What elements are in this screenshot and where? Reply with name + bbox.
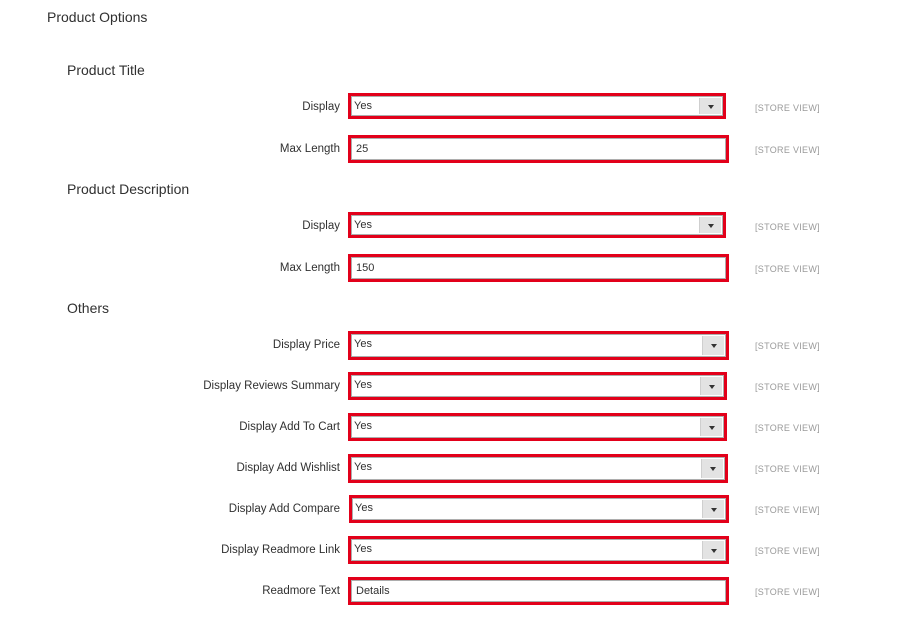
scope-label: [STORE VIEW]	[755, 423, 820, 433]
select-border	[352, 498, 726, 520]
dropdown-arrow[interactable]	[699, 98, 721, 114]
dropdown-arrow[interactable]	[701, 459, 723, 478]
dropdown-arrow[interactable]	[702, 336, 724, 355]
display-price-row	[0, 331, 902, 363]
field-label: Max Length	[279, 262, 340, 274]
select-border	[351, 215, 723, 235]
display-add-compare-select[interactable]	[349, 495, 729, 523]
scope-label: [STORE VIEW]	[755, 382, 820, 392]
product-description-display-select[interactable]	[348, 212, 726, 238]
dropdown-arrow[interactable]	[702, 541, 724, 559]
select-value: Yes	[354, 420, 372, 432]
chevron-down-icon	[709, 385, 715, 389]
product-title-display-select[interactable]	[348, 93, 726, 119]
scope-label: [STORE VIEW]	[755, 587, 820, 597]
display-price-select[interactable]	[348, 331, 729, 360]
dropdown-arrow[interactable]	[699, 217, 721, 233]
product-description-display-row	[0, 212, 902, 244]
scope-label: [STORE VIEW]	[755, 222, 820, 232]
readmore-text-field	[348, 577, 729, 605]
product-title-max-length-field	[348, 135, 729, 163]
field-label: Max Length	[279, 143, 340, 155]
readmore-text-input[interactable]	[351, 580, 726, 602]
dropdown-arrow[interactable]	[700, 418, 722, 436]
chevron-down-icon	[708, 224, 714, 228]
group-title-others: Others	[67, 300, 110, 316]
group-title-product-title: Product Title	[67, 62, 145, 78]
select-border	[351, 375, 724, 397]
product-description-max-length-row	[0, 254, 902, 286]
page-title: Product Options	[47, 9, 148, 25]
product-title-max-length-input[interactable]	[351, 138, 726, 160]
select-border	[351, 457, 725, 480]
select-value: Yes	[354, 543, 372, 555]
display-add-compare-row	[0, 495, 902, 527]
select-border	[351, 96, 723, 116]
display-readmore-link-select[interactable]	[348, 536, 729, 564]
chevron-down-icon	[708, 105, 714, 109]
select-value: Yes	[354, 338, 372, 350]
product-description-max-length-input[interactable]	[351, 257, 726, 279]
chevron-down-icon	[709, 426, 715, 430]
display-reviews-summary-row	[0, 372, 902, 404]
display-add-to-cart-select[interactable]	[348, 413, 727, 441]
scope-label: [STORE VIEW]	[755, 546, 820, 556]
field-label: Display Add To Cart	[239, 421, 340, 433]
chevron-down-icon	[711, 549, 717, 553]
field-label: Display Add Wishlist	[236, 462, 340, 474]
select-border	[351, 416, 724, 438]
scope-label: [STORE VIEW]	[755, 464, 820, 474]
field-label: Display	[302, 220, 340, 232]
chevron-down-icon	[711, 508, 717, 512]
display-readmore-link-row	[0, 536, 902, 568]
field-label: Display	[302, 101, 340, 113]
field-label: Display Reviews Summary	[203, 380, 340, 392]
select-value: Yes	[354, 461, 372, 473]
product-title-max-length-row	[0, 135, 902, 167]
select-value: Yes	[355, 502, 373, 514]
group-title-product-description: Product Description	[67, 181, 190, 197]
chevron-down-icon	[711, 344, 717, 348]
field-label: Display Add Compare	[228, 503, 340, 515]
field-label: Readmore Text	[262, 585, 340, 597]
select-value: Yes	[354, 379, 372, 391]
scope-label: [STORE VIEW]	[755, 264, 820, 274]
scope-label: [STORE VIEW]	[755, 341, 820, 351]
field-label: Display Price	[272, 339, 340, 351]
display-reviews-summary-select[interactable]	[348, 372, 727, 400]
display-add-to-cart-row	[0, 413, 902, 445]
chevron-down-icon	[710, 467, 716, 471]
dropdown-arrow[interactable]	[702, 500, 724, 518]
field-label: Display Readmore Link	[221, 544, 340, 556]
readmore-text-row	[0, 577, 902, 609]
select-value: Yes	[354, 100, 372, 112]
display-add-wishlist-select[interactable]	[348, 454, 728, 483]
scope-label: [STORE VIEW]	[755, 505, 820, 515]
select-value: Yes	[354, 219, 372, 231]
select-border	[351, 539, 726, 561]
product-description-max-length-field	[348, 254, 729, 282]
select-border	[351, 334, 726, 357]
dropdown-arrow[interactable]	[700, 377, 722, 395]
product-title-display-row	[0, 93, 902, 125]
scope-label: [STORE VIEW]	[755, 103, 820, 113]
display-add-wishlist-row	[0, 454, 902, 486]
scope-label: [STORE VIEW]	[755, 145, 820, 155]
